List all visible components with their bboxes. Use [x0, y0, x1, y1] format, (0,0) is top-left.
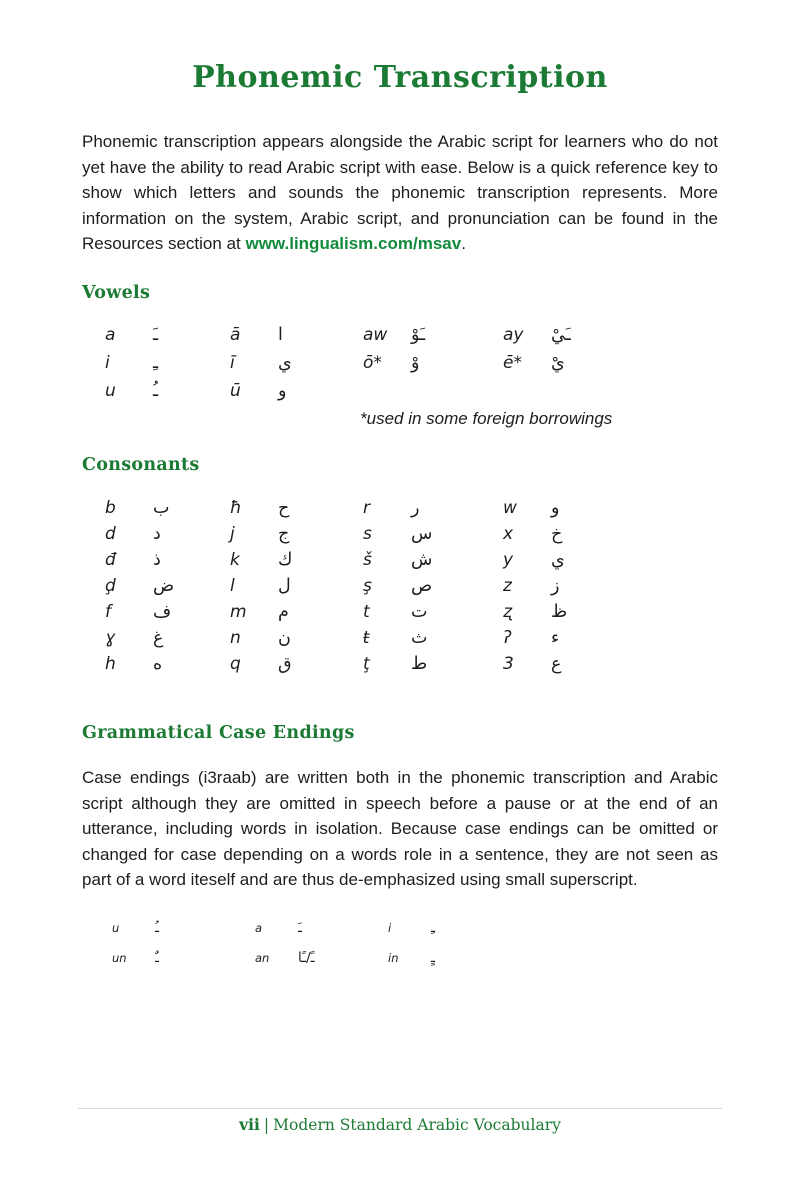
- letter-row: [105, 599, 230, 625]
- phonemic-symbol: š: [363, 549, 372, 570]
- arabic-glyph: ف: [153, 601, 172, 622]
- letter-row: [503, 521, 567, 547]
- phonemic-symbol: ħ: [230, 497, 242, 518]
- arabic-glyph: ز: [551, 575, 560, 596]
- letter-row: [105, 573, 230, 599]
- arabic-glyph: ق: [278, 653, 292, 674]
- phonemic-symbol: j: [230, 523, 235, 544]
- letter-row: [230, 599, 363, 625]
- page-number: vii: [239, 1115, 260, 1134]
- phonemic-symbol: m: [230, 601, 247, 622]
- phonemic-symbol: i: [105, 352, 110, 373]
- letter-column: [105, 495, 230, 677]
- phonemic-symbol: z: [503, 575, 512, 596]
- letter-row: [112, 913, 255, 943]
- arabic-glyph: ت: [411, 601, 428, 622]
- letter-column: [112, 913, 255, 973]
- letter-row: [363, 349, 503, 377]
- arabic-glyph: ط: [411, 653, 428, 674]
- phonemic-symbol: ş: [363, 575, 372, 596]
- arabic-glyph: ي: [551, 352, 565, 373]
- arabic-glyph: ـ: [431, 949, 435, 966]
- phonemic-symbol: h: [105, 653, 116, 674]
- intro-paragraph: [82, 129, 718, 257]
- letter-column: [503, 321, 571, 405]
- arabic-glyph: ث: [411, 627, 428, 648]
- letter-row: [503, 547, 567, 573]
- phonemic-symbol: ʔ: [503, 627, 512, 648]
- letter-row: [255, 913, 388, 943]
- footer-separator: |: [263, 1116, 270, 1134]
- letter-row: [105, 377, 230, 405]
- letter-row: [388, 943, 435, 973]
- letter-row: [503, 321, 571, 349]
- letter-row: [230, 321, 363, 349]
- letter-row: [105, 349, 230, 377]
- letter-row: [363, 521, 503, 547]
- letter-row: [230, 495, 363, 521]
- arabic-glyph: و: [278, 380, 287, 401]
- letter-column: [255, 913, 388, 973]
- foreign-borrowings-note: *used in some foreign borrowings: [360, 408, 613, 428]
- arabic-glyph: ه: [153, 653, 163, 674]
- letter-row: [388, 913, 435, 943]
- letter-row: [230, 521, 363, 547]
- phonemic-symbol: a: [105, 324, 116, 345]
- letter-column: [363, 321, 503, 405]
- consonants-heading: Consonants: [82, 454, 200, 475]
- letter-row: [363, 599, 503, 625]
- book-title: Modern Standard Arabic Vocabulary: [273, 1116, 561, 1134]
- phonemic-symbol: an: [255, 950, 270, 965]
- letter-row: [230, 377, 363, 405]
- letter-row: [363, 651, 503, 677]
- letter-row: [503, 349, 571, 377]
- phonemic-symbol: d: [105, 523, 116, 544]
- phonemic-symbol: t: [363, 601, 370, 622]
- phonemic-symbol: ŧ: [363, 627, 370, 648]
- case-endings-table: [112, 913, 718, 973]
- vowels-table: [105, 321, 718, 405]
- arabic-glyph: ر: [411, 497, 420, 518]
- letter-column: [388, 913, 435, 973]
- arabic-glyph: ـ/ـا: [298, 949, 315, 966]
- arabic-glyph: ي: [278, 352, 292, 373]
- phonemic-symbol: ā: [230, 324, 241, 345]
- arabic-glyph: غ: [153, 627, 164, 648]
- phonemic-symbol: u: [105, 380, 116, 401]
- arabic-glyph: ـ: [298, 919, 302, 936]
- arabic-glyph: ذ: [153, 549, 161, 570]
- page-title: Phonemic Transcription: [192, 60, 608, 95]
- arabic-glyph: ي: [551, 549, 565, 570]
- letter-row: [363, 495, 503, 521]
- phonemic-symbol: ē*: [503, 352, 522, 373]
- letter-column: [105, 321, 230, 405]
- letter-column: [503, 495, 567, 677]
- phonemic-symbol: ū: [230, 380, 241, 401]
- letter-row: [363, 625, 503, 651]
- arabic-glyph: ص: [411, 575, 433, 596]
- letter-row: [105, 651, 230, 677]
- intro-text-end: .: [461, 234, 466, 254]
- arabic-glyph: ـ: [155, 949, 159, 966]
- letter-row: [112, 943, 255, 973]
- arabic-glyph: و: [411, 352, 420, 373]
- arabic-glyph: ظ: [551, 601, 568, 622]
- letter-row: [105, 547, 230, 573]
- arabic-glyph: ا: [278, 324, 283, 345]
- letter-row: [230, 349, 363, 377]
- phonemic-symbol: ţ: [363, 653, 370, 674]
- arabic-glyph: ض: [153, 575, 175, 596]
- phonemic-symbol: 3: [503, 653, 514, 674]
- arabic-glyph: ب: [153, 497, 170, 518]
- arabic-glyph: ش: [411, 549, 433, 570]
- arabic-glyph: ـ: [431, 919, 435, 936]
- phonemic-symbol: q: [230, 653, 241, 674]
- arabic-glyph: خ: [551, 523, 563, 544]
- letter-row: [105, 625, 230, 651]
- phonemic-symbol: u: [112, 920, 120, 935]
- letter-row: [230, 573, 363, 599]
- phonemic-symbol: ɣ: [105, 627, 116, 648]
- letter-row: [503, 573, 567, 599]
- arabic-glyph: ـي: [551, 324, 571, 345]
- phonemic-symbol: k: [230, 549, 240, 570]
- phonemic-symbol: b: [105, 497, 116, 518]
- letter-row: [363, 547, 503, 573]
- resources-link[interactable]: www.lingualism.com/msav: [245, 234, 462, 254]
- phonemic-symbol: y: [503, 549, 514, 570]
- letter-row: [105, 495, 230, 521]
- letter-row: [230, 547, 363, 573]
- phonemic-symbol: ʐ: [503, 601, 512, 622]
- phonemic-symbol: aw: [363, 324, 388, 345]
- letter-row: [503, 625, 567, 651]
- phonemic-symbol: s: [363, 523, 372, 544]
- arabic-glyph: ـ: [155, 919, 159, 936]
- phonemic-symbol: a: [255, 920, 263, 935]
- arabic-glyph: ن: [278, 627, 291, 648]
- letter-row: [230, 625, 363, 651]
- phonemic-symbol: i: [388, 920, 392, 935]
- phonemic-symbol: w: [503, 497, 517, 518]
- arabic-glyph: ك: [278, 549, 293, 570]
- consonants-table: [105, 495, 718, 677]
- arabic-glyph: ء: [551, 627, 560, 648]
- arabic-glyph: س: [411, 523, 433, 544]
- letter-row: [105, 321, 230, 349]
- case-endings-paragraph: Case endings (i3raab) are written both in the phonemic transcription and Arabic script although they are omitted in speech before a pause or at the end of an utterance, including words in isolation. Because case endings can be omitted or changed for case depending on a words role in a sentence, they are not seen as part of a word iteself and are thus de-emphasized using small superscript.: [82, 767, 718, 890]
- letter-row: [105, 521, 230, 547]
- letter-row: [363, 573, 503, 599]
- arabic-glyph: ـ: [153, 324, 159, 345]
- intro-text: Phonemic transcription appears alongside the Arabic script for learners who do not yet have the ability to read Arabic script with ease. Below is a quick reference key to show which letters and sounds the phonemic transcription represents. More information on the system, Arabic script, and pronunciation can be found in the Resources section at: [82, 132, 718, 254]
- arabic-glyph: م: [278, 601, 289, 622]
- phonemic-symbol: f: [105, 601, 111, 622]
- phonemic-symbol: ay: [503, 324, 524, 345]
- letter-row: [363, 321, 503, 349]
- arabic-glyph: ـو: [411, 324, 426, 345]
- vowels-heading: Vowels: [82, 282, 151, 303]
- case-endings-heading: Grammatical Case Endings: [82, 722, 355, 743]
- phonemic-symbol: n: [230, 627, 241, 648]
- arabic-glyph: ع: [551, 653, 562, 674]
- letter-column: [363, 495, 503, 677]
- letter-row: [230, 651, 363, 677]
- letter-column: [230, 495, 363, 677]
- arabic-glyph: ل: [278, 575, 291, 596]
- arabic-glyph: ج: [278, 523, 290, 544]
- letter-row: [503, 495, 567, 521]
- letter-row: [503, 651, 567, 677]
- phonemic-symbol: đ: [105, 549, 116, 570]
- phonemic-symbol: r: [363, 497, 370, 518]
- letter-column: [230, 321, 363, 405]
- phonemic-symbol: l: [230, 575, 235, 596]
- phonemic-symbol: ī: [230, 352, 235, 373]
- phonemic-symbol: x: [503, 523, 514, 544]
- arabic-glyph: ـ: [153, 380, 159, 401]
- letter-row: [255, 943, 388, 973]
- page-footer: [78, 1108, 722, 1134]
- phonemic-symbol: ō*: [363, 352, 382, 373]
- phonemic-symbol: ḑ: [105, 575, 116, 596]
- arabic-glyph: و: [551, 497, 560, 518]
- arabic-glyph: ح: [278, 497, 290, 518]
- phonemic-symbol: in: [388, 950, 399, 965]
- arabic-glyph: د: [153, 523, 161, 544]
- phonemic-symbol: un: [112, 950, 127, 965]
- arabic-glyph: ـ: [153, 352, 159, 373]
- letter-row: [503, 599, 567, 625]
